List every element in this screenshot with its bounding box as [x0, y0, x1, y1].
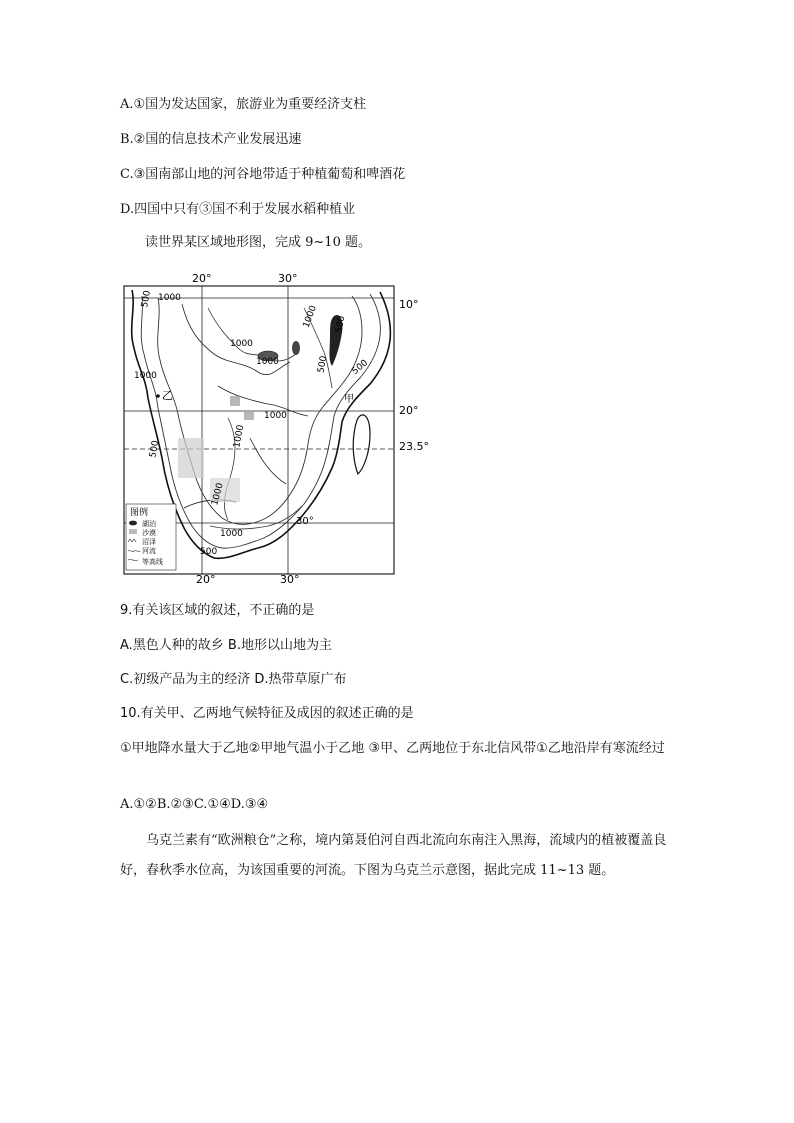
question-9-options-ab: A.黑色人种的故乡 B.地形以山地为主 — [120, 638, 332, 653]
lon-label-bottom-20: 20° — [196, 573, 216, 586]
question-10-options: A.①②B.②③C.①④D.③④ — [120, 797, 269, 812]
question-9-options-cd: C.初级产品为主的经济 D.热带草原广布 — [120, 672, 347, 687]
lon-label-top-30: 30° — [278, 272, 298, 285]
contour-label: 1000 — [210, 481, 226, 507]
contour-label: 1000 — [301, 304, 319, 330]
contour-label: 1000 — [256, 357, 279, 367]
contour-label: 1000 — [264, 411, 287, 421]
question-10-statements: ①甲地降水量大于乙地②甲地气温小于乙地 ③甲、乙两地位于东北信风带①乙地沿岸有寒流经过 — [120, 741, 665, 756]
lat-label-23-5: 23.5° — [399, 440, 429, 453]
legend-item-contour: 等高线 — [142, 558, 163, 566]
option-8d: D.四国中只有③国不利于发展水稻种植业 — [120, 202, 356, 217]
place-jia: 甲 — [344, 394, 354, 405]
option-8c: C.③国南部山地的河谷地带适于种植葡萄和啤酒花 — [120, 167, 406, 182]
contour-label: 1000 — [230, 339, 253, 349]
option-8b: B.②国的信息技术产业发展迅速 — [120, 132, 302, 147]
intro-9-10: 读世界某区域地形图，完成 9~10 题。 — [145, 235, 371, 250]
option-8a: A.①国为发达国家，旅游业为重要经济支柱 — [120, 97, 367, 112]
lat-label-20: 20° — [399, 404, 419, 417]
lat-label-30: 30° — [296, 516, 314, 527]
lat-label-10: 10° — [399, 298, 419, 311]
legend-item-lake: 湖泊 — [142, 520, 156, 528]
question-9-stem: 9.有关该区域的叙述，不正确的是 — [120, 603, 315, 618]
legend-title: 图例 — [130, 508, 149, 518]
contour-label: 500 — [334, 315, 348, 334]
africa-topographic-map — [118, 268, 448, 586]
contour-label: 500 — [350, 358, 371, 377]
legend-item-swamp: 沼泽 — [142, 538, 156, 546]
lon-label-top-20: 20° — [192, 272, 212, 285]
lon-label-bottom-30: 30° — [280, 573, 300, 586]
contour-label: 500 — [316, 355, 330, 374]
legend-item-desert: 沙漠 — [142, 529, 156, 537]
contour-label: 1000 — [220, 529, 243, 539]
question-10-stem: 10.有关甲、乙两地气候特征及成因的叙述正确的是 — [120, 706, 414, 721]
contour-label: 500 — [200, 547, 218, 557]
place-yi: 乙 — [162, 389, 173, 402]
intro-11-13: 乌克兰素有“欧洲粮仓”之称，境内第聂伯河自西北流向东南注入黑海，流域内的植被覆盖良好，春秋季水位高，为该国重要的河流。下图为乌克兰示意图，据此完成 11~13 题。 — [120, 833, 667, 878]
contour-label: 1000 — [158, 293, 181, 303]
contour-label: 1000 — [134, 371, 157, 381]
contour-label: 500 — [148, 439, 162, 459]
contour-label: 1000 — [232, 424, 247, 449]
legend-item-river: 河流 — [142, 547, 156, 555]
contour-label: 500 — [140, 289, 153, 309]
